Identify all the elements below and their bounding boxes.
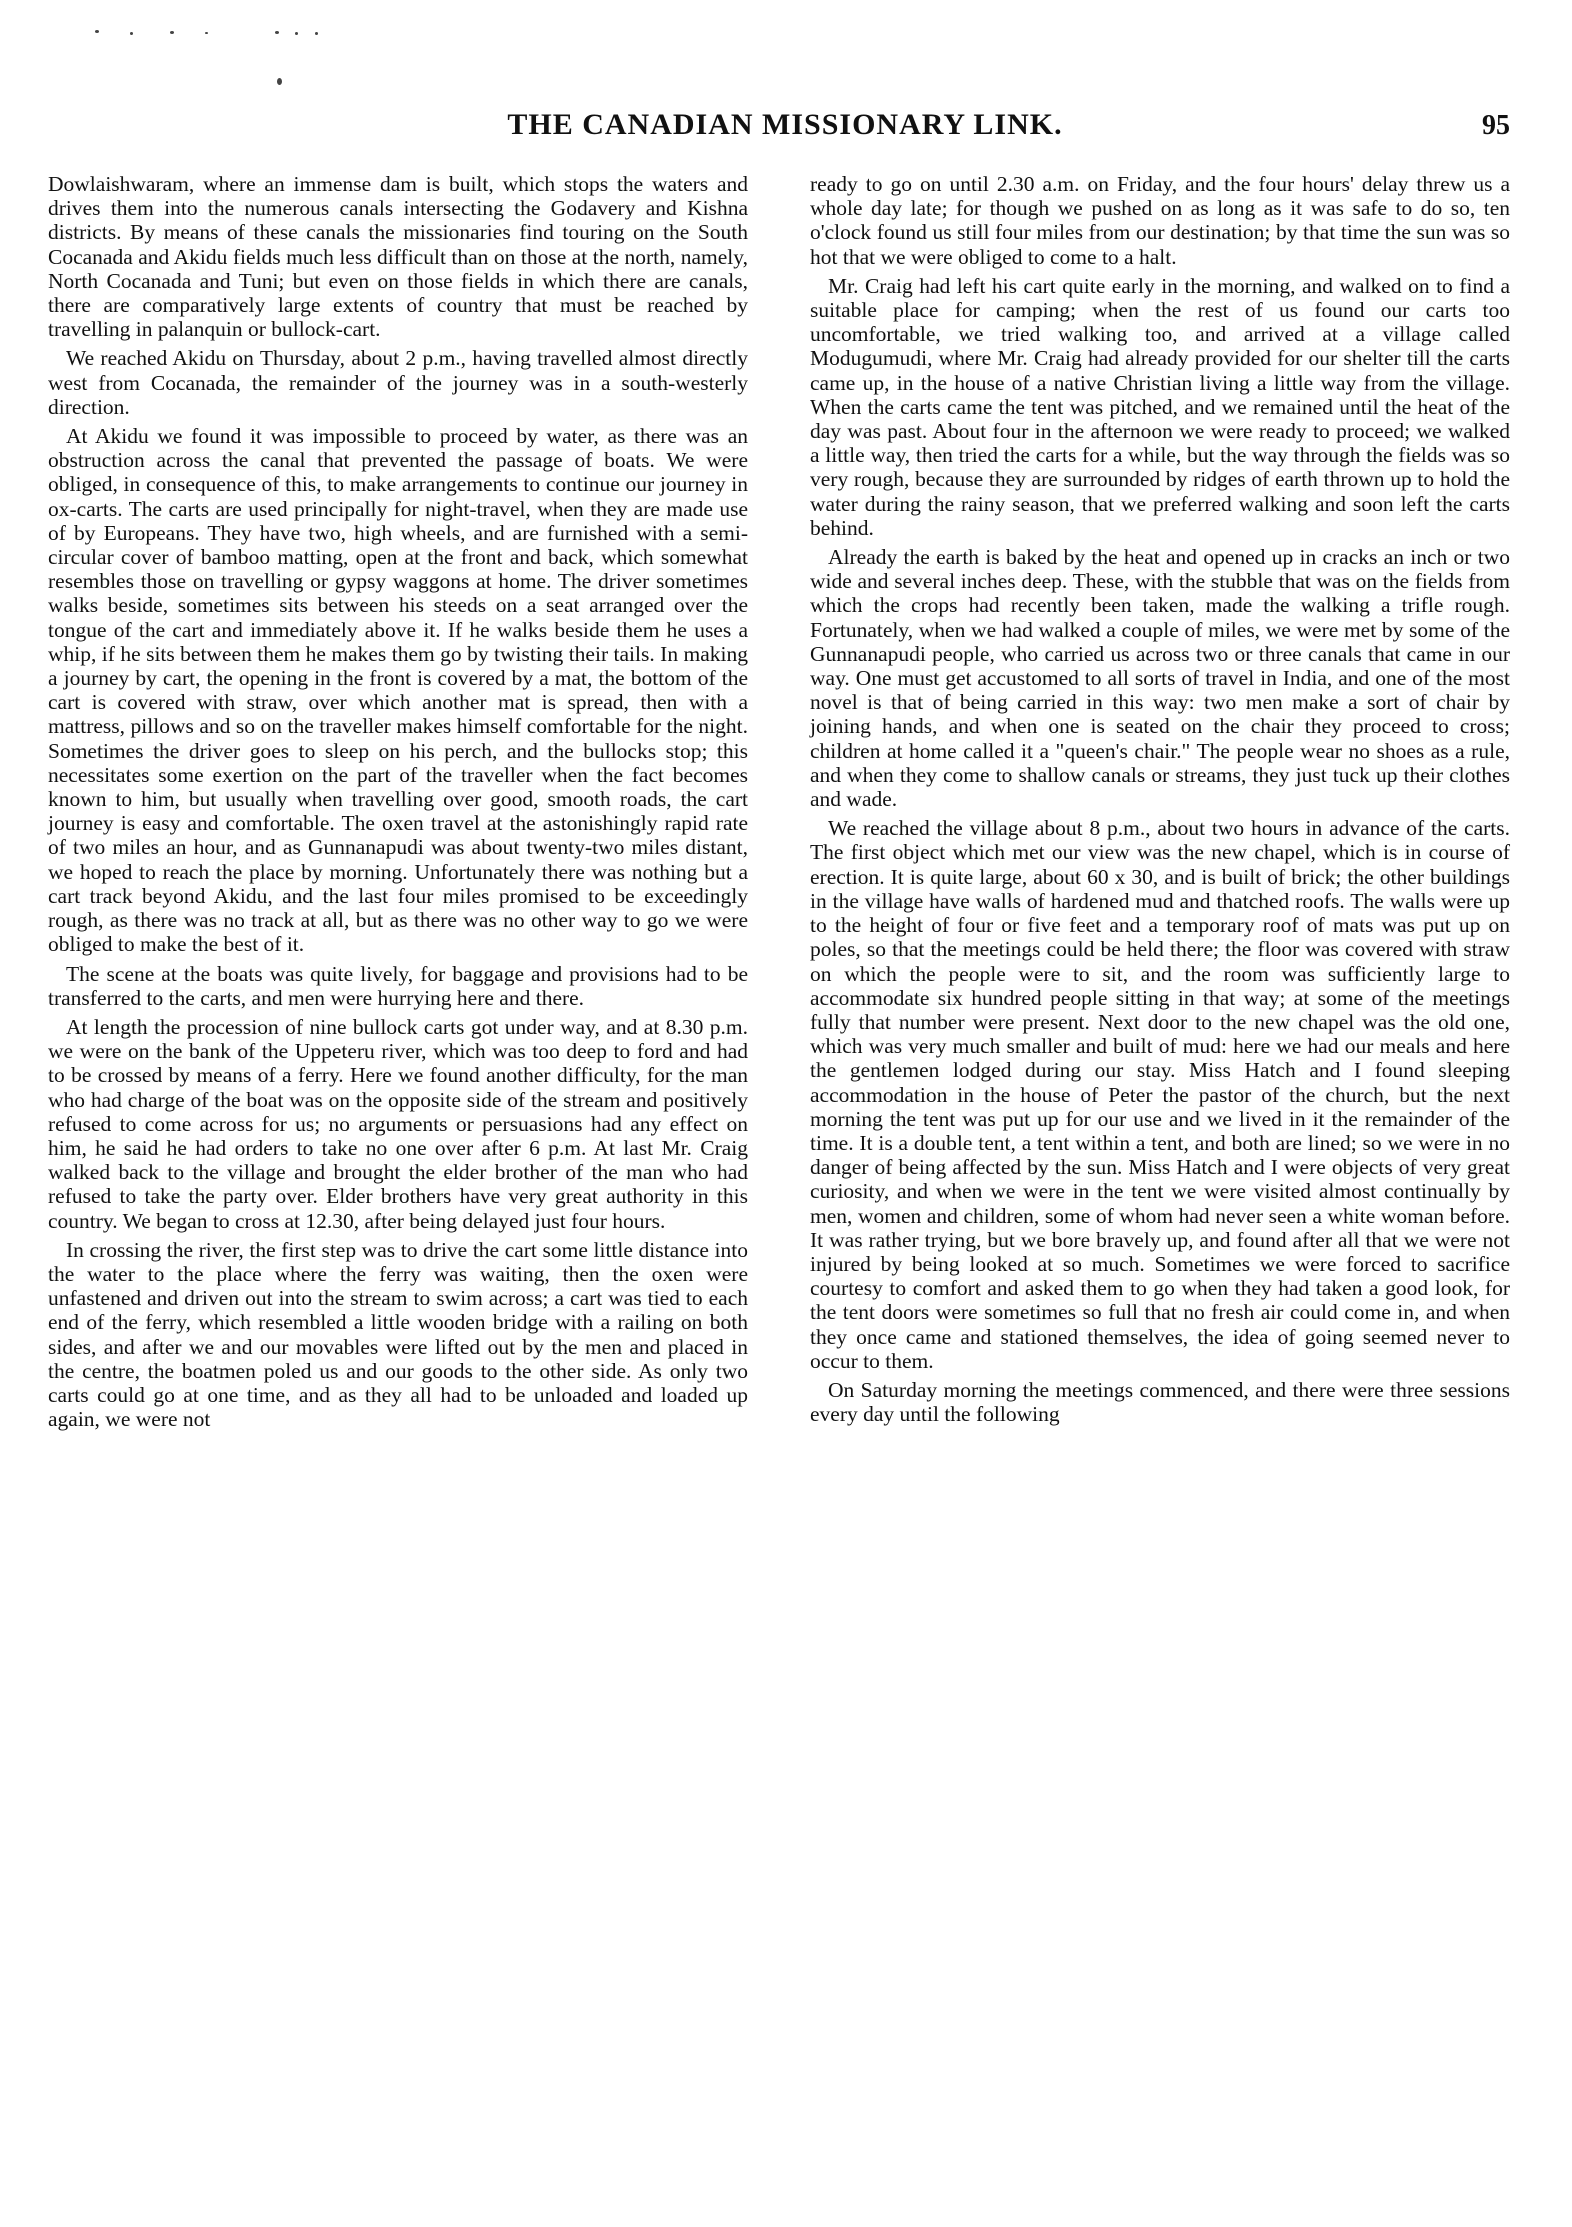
paragraph: Already the earth is baked by the heat and opened up in cracks an inch or two wide and several inches deep. These, with the stubble that was on the fields from which the crops had recently been taken, made the walking a trifle rough. Fortunately, when we had walked a couple of miles, we were met by some of the Gunnanapudi people, who carried us across two or three canals that came in our way. One must get accustomed to all sorts of travel in India, and one of the most novel is that of being carried in this way: two men make a sort of chair by joining hands, and when one is seated on the chair they proceed to cross; children at home called it a "queen's chair." The people wear no shoes as a rule, and when they come to shallow canals or streams, they just tuck up their clothes and wade. xyxy=(810,545,1510,812)
speck xyxy=(277,78,282,85)
paragraph: Mr. Craig had left his cart quite early in the morning, and walked on to find a suitable place for camping; when the rest of us found our carts too uncomfortable, we tried walking too, and arrived at a village called Modugumudi, where Mr. Craig had already provided for our shelter till the carts came up, in the house of a native Christian living a little way from the village. When the carts came the tent was pitched, and we remained until the heat of the day was past. About four in the afternoon we were ready to proceed; we walked a little way, then tried the carts for a while, but the way through the fields was so very rough, because they are surrounded by ridges of earth thrown up to hold the water during the rainy season, that we preferred walking and soon left the carts behind. xyxy=(810,273,1510,540)
speck xyxy=(130,32,133,35)
paragraph: The scene at the boats was quite lively, for baggage and provisions had to be transferred to the carts, and men were hurrying here and there. xyxy=(48,961,748,1010)
paragraph: Dowlaishwaram, where an immense dam is built, which stops the waters and drives them into the numerous canals intersecting the Godavery and Kishna districts. By means of these canals the missionaries find touring on the South Cocanada and Akidu fields much less difficult than on those at the north, namely, North Cocanada and Tuni; but even on those fields in which there are canals, there are comparatively large extents of country that must be reached by travelling in palanquin or bullock-cart. xyxy=(48,172,748,342)
speck xyxy=(295,32,298,35)
print-specks xyxy=(95,18,695,78)
paragraph: On Saturday morning the meetings commenced, and there were three sessions every day until the following xyxy=(810,1377,1510,1427)
page-number: 95 xyxy=(1482,110,1510,141)
paragraph: We reached Akidu on Thursday, about 2 p.m., having travelled almost directly west from Cocanada, the remainder of the journey was in a south-westerly direction. xyxy=(48,346,748,419)
speck xyxy=(315,32,318,35)
left-column xyxy=(48,172,748,1436)
paragraph: At length the procession of nine bullock carts got under way, and at 8.30 p.m. we were on the bank of the Uppeteru river, which was too deep to ford and had to be crossed by means of a ferry. Here we found another difficulty, for the man who had charge of the boat was on the opposite side of the stream and positively refused to come across for us; no arguments or persuasions had any effect on him, he said he had orders to take no one over after 6 p.m. At last Mr. Craig walked back to the village and brought the elder brother of the man who had refused to take the party over. Elder brothers have very great authority in this country. We began to cross at 12.30, after being delayed just four hours. xyxy=(48,1014,748,1233)
right-column xyxy=(810,172,1510,1431)
paragraph: At Akidu we found it was impossible to proceed by water, as there was an obstruction across the canal that prevented the passage of boats. We were obliged, in consequence of this, to make arrangements to continue our journey in ox-carts. The carts are used principally for night-travel, when they are made use of by Europeans. They have two, high wheels, and are furnished with a semi-circular cover of bamboo matting, open at the front and back, which somewhat resembles those on travelling or gypsy waggons at home. The driver sometimes walks beside, sometimes sits between his steeds on a seat arranged over the tongue of the cart and immediately above it. If he walks beside them he uses a whip, if he sits between them he makes them go by twisting their tails. In making a journey by cart, the opening in the front is covered by a mat, the bottom of the cart is covered with straw, over which another mat is spread, then with a mattress, pillows and so on the traveller makes himself comfortable for the night. Sometimes the driver goes to sleep on his perch, and the bullocks stop; this necessitates some exertion on the part of the traveller when the fact becomes known to him, but usually when travelling over good, smooth roads, the cart journey is easy and comfortable. The oxen travel at the astonishingly rapid rate of two miles an hour, and as Gunnanapudi was about twenty-two miles distant, we hoped to reach the place by morning. Unfortunately there was nothing but a cart track beyond Akidu, and the last four miles promised to be exceedingly rough, as there was no track at all, but as there was no other way to go we were obliged to make the best of it. xyxy=(48,424,748,957)
page-header xyxy=(60,108,1510,148)
speck xyxy=(275,31,279,34)
paragraph: In crossing the river, the first step was to drive the cart some little distance into the water to the place where the ferry was waiting, then the oxen were unfastened and driven out into the stream to swim across; a cart was tied to each end of the ferry, which resembled a little wooden bridge with a railing on both sides, and after we and our movables were lifted out by the men and placed in the centre, the boatmen poled us and our goods to the other side. As only two carts could go at one time, and as they all had to be unloaded and loaded up again, we were not xyxy=(48,1237,748,1432)
paragraph: ready to go on until 2.30 a.m. on Friday, and the four hours' delay threw us a whole day late; for though we pushed on as long as it was safe to do so, ten o'clock found us still four miles from our destination; by that time the sun was so hot that we were obliged to come to a halt. xyxy=(810,172,1510,269)
speck xyxy=(95,30,99,33)
paragraph: We reached the village about 8 p.m., about two hours in advance of the carts. The first object which met our view was the new chapel, which is in course of erection. It is quite large, about 60 x 30, and is built of brick; the other buildings in the village have walls of hardened mud and thatched roofs. The walls were up to the height of four or five feet and a temporary roof of mats was put up on poles, so that the meetings could be held there; the floor was covered with straw on which the people were to sit, and the room was sufficiently large to accommodate six hundred people sitting in that way; at some of the meetings fully that number were present. Next door to the new chapel was the old one, which was very much smaller and built of mud: here we had our meals and here the gentlemen lodged during our stay. Miss Hatch and I found sleeping accommodation in the house of Peter the pastor of the church, but the next morning the tent was put up for our use and we lived in it the remainder of the time. It is a double tent, a tent within a tent, and both are lined; so we were in no danger of being affected by the sun. Miss Hatch and I were objects of very great curiosity, and when we were in the tent we were visited almost continually by men, women and children, some of whom had never seen a white woman before. It was rather trying, but we bore bravely up, and found after all that we were not injured by being looked at so much. Sometimes we were forced to sacrifice courtesy to comfort and asked them to go when they had taken a good look, for the tent doors were sometimes so full that no fresh air could come in, and when they once came and stationed themselves, the idea of going seemed never to occur to them. xyxy=(810,816,1510,1373)
speck xyxy=(170,31,174,34)
speck xyxy=(205,32,208,34)
publication-title: THE CANADIAN MISSIONARY LINK. xyxy=(507,108,1063,141)
